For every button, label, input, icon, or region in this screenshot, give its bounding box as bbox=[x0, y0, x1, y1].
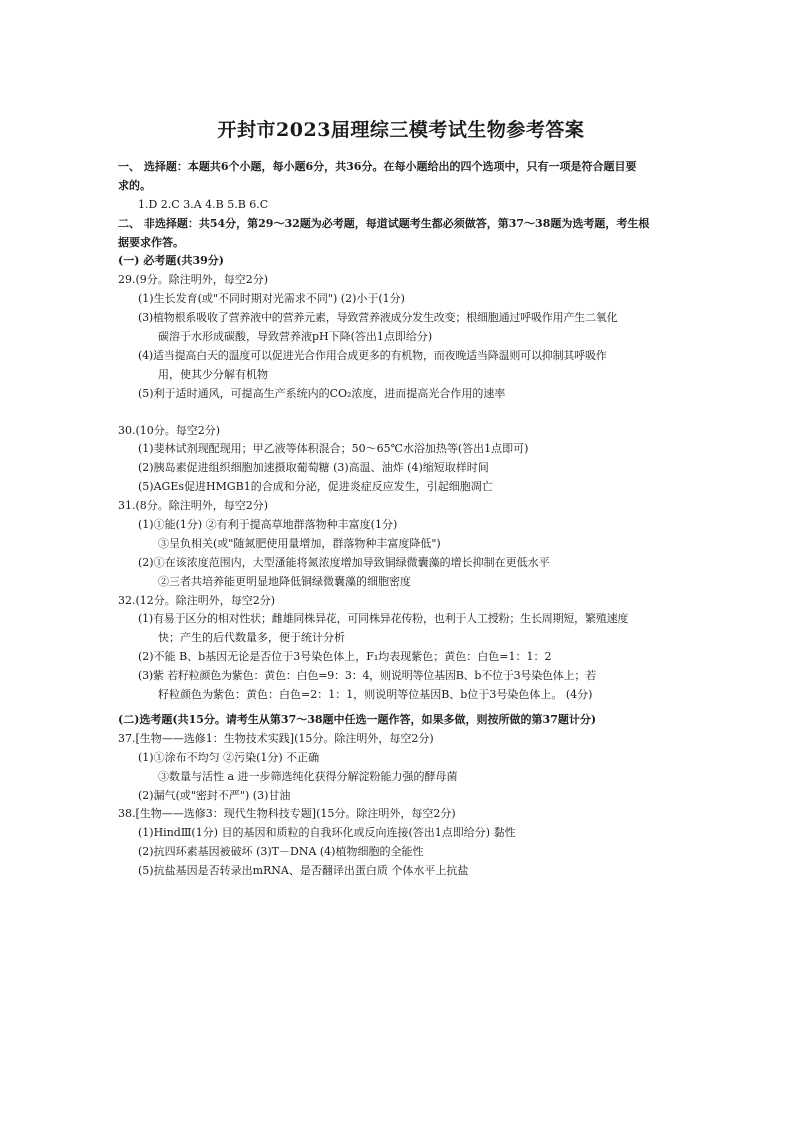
answer-line: (5)抗盐基因是否转录出mRNA、是否翻译出蛋白质 个体水平上抗盐 bbox=[138, 864, 469, 878]
answer-line: ③呈负相关(或"随氮肥使用量增加，群落物种丰富度降低") bbox=[158, 536, 441, 550]
answer-line: (3)植物根系吸收了营养液中的营养元素，导致营养液成分发生改变；根细胞通过呼吸作用产生二氧化 bbox=[138, 311, 618, 325]
answer-line: (1)①能(1分) ②有利于提高草地群落物种丰富度(1分) bbox=[138, 518, 398, 532]
answer-line: (1)HindⅢ(1分) 目的基因和质粒的自我环化或反向连接(答出1点即给分) 黏性 bbox=[138, 826, 516, 840]
answer-line: 二、 非选择题：共54分，第29～32题为必考题，每道试题考生都必须做答，第37～38题为选考题，考生根 bbox=[118, 216, 650, 230]
answer-line: (2)抗四环素基因被破坏 (3)T－DNA (4)植物细胞的全能性 bbox=[138, 845, 424, 859]
answer-line: (1)①涂布不均匀 ②污染(1分) 不正确 bbox=[138, 750, 320, 764]
answer-line: 32.(12分。除注明外，每空2分) bbox=[118, 593, 276, 607]
answer-line: 一、 选择题：本题共6个小题，每小题6分，共36分。在每小题给出的四个选项中，只有一项是符合题目要 bbox=[118, 160, 637, 173]
answer-line: 碳溶于水形成碳酸，导致营养液pH下降(答出1点即给分) bbox=[158, 330, 433, 344]
answer-line: 31.(8分。除注明外，每空2分) bbox=[118, 499, 269, 513]
page-title: 开封市2023届理综三模考试生物参考答案 bbox=[217, 119, 585, 141]
answer-line: 快；产生的后代数量多，便于统计分析 bbox=[158, 631, 345, 645]
answer-line: (2)①在该浓度范围内，大型溞能将氮浓度增加导致铜绿微囊藻的增长抑制在更低水平 bbox=[138, 555, 550, 569]
answer-line: (一) 必考题(共39分) bbox=[118, 254, 224, 268]
answer-line: 29.(9分。除注明外，每空2分) bbox=[118, 273, 269, 287]
answer-line: (2)胰岛素促进组织细胞加速摄取葡萄糖 (3)高温、油炸 (4)缩短取样时间 bbox=[138, 461, 489, 475]
answer-line: (2)漏气(或"密封不严") (3)甘油 bbox=[138, 788, 291, 802]
answer-line: 30.(10分。每空2分) bbox=[118, 423, 221, 437]
answer-content bbox=[118, 158, 684, 881]
answer-line: 38.[生物——选修3：现代生物科技专题](15分。除注明外，每空2分) bbox=[118, 807, 456, 821]
answer-line: (1)斐林试剂现配现用；甲乙液等体积混合；50～65℃水浴加热等(答出1点即可) bbox=[138, 442, 529, 456]
answer-line: 求的。 bbox=[118, 178, 151, 192]
answer-line: (5)利于适时通风，可提高生产系统内的CO₂浓度，进而提高光合作用的速率 bbox=[138, 386, 506, 400]
answer-line: (5)AGEs促进HMGB1的合成和分泌，促进炎症反应发生，引起细胞凋亡 bbox=[138, 480, 493, 494]
answer-line: (1)有易于区分的相对性状；雌雄同株异花，可同株异花传粉，也利于人工授粉；生长周期短，繁殖速度 bbox=[138, 612, 629, 626]
answer-line: ③数量与活性 a 进一步筛选纯化获得分解淀粉能力强的酵母菌 bbox=[158, 769, 458, 783]
answer-line: 1.D 2.C 3.A 4.B 5.B 6.C bbox=[138, 197, 269, 211]
answer-line: (2)不能 B、b基因无论是否位于3号染色体上，F₁均表现紫色；黄色：白色=1：1：2 bbox=[138, 650, 552, 664]
answer-line: ②三者共培养能更明显地降低铜绿微囊藻的细胞密度 bbox=[158, 574, 411, 588]
answer-line: 据要求作答。 bbox=[118, 235, 184, 249]
answer-line: (1)生长发育(或"不同时期对光需求不同") (2)小于(1分) bbox=[138, 292, 405, 306]
answer-line: 用，使其少分解有机物 bbox=[158, 367, 268, 381]
answer-line: 37.[生物——选修1：生物技术实践](15分。除注明外，每空2分) bbox=[118, 731, 434, 745]
answer-line: (3)紫 若籽粒颜色为紫色：黄色：白色=9：3：4，则说明等位基因B、b不位于3号染色体上；若 bbox=[138, 669, 597, 683]
answer-line: (4)适当提高白天的温度可以促进光合作用合成更多的有机物，而夜晚适当降温则可以抑制其呼吸作 bbox=[138, 348, 607, 362]
answer-line: (二)选考题(共15分。请考生从第37～38题中任选一题作答，如果多做，则按所做的第37题计分) bbox=[118, 712, 597, 726]
answer-line: 籽粒颜色为紫色：黄色：白色=2：1：1，则说明等位基因B、b位于3号染色体上。 (4分) bbox=[158, 688, 593, 702]
spacer bbox=[118, 404, 684, 422]
